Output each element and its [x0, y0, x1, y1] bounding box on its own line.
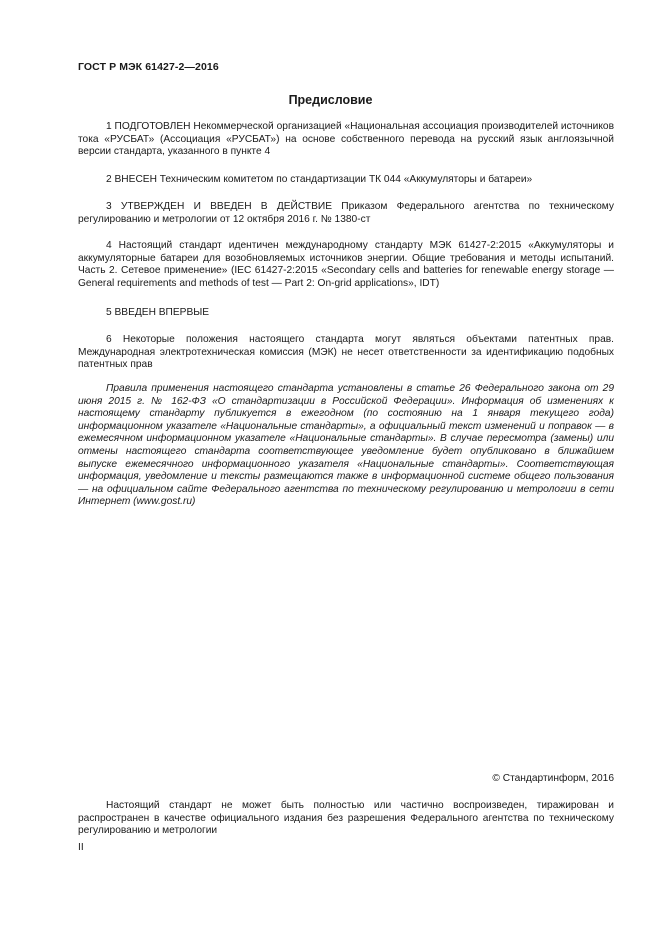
page-number: II: [78, 842, 84, 853]
paragraph-4: 4 Настоящий стандарт идентичен международному стандарту МЭК 61427-2:2015 «Аккумуляторы и аккумуляторные батареи для возобновляемых источников энергии. Общие требования и методы испытаний. Часть 2. Сетевое применение» (IEC 61427-2:2015 «Secondary cells and batteries for renewable energy storage — General requirements and methods of test — Part 2: On-grid applications», IDT): [78, 240, 614, 289]
copyright-line: © Стандартинформ, 2016: [492, 773, 614, 784]
document-code-header: ГОСТ Р МЭК 61427-2—2016: [78, 61, 219, 73]
application-rules-notice: Правила применения настоящего стандарта установлены в статье 26 Федерального закона от 29 июня 2015 г. № 162-ФЗ «О стандартизации в Российской Федерации». Информация об изменениях к настоящему стандарту публикуется в ежегодном (по состоянию на 1 января текущего года) информационном указателе «Национальные стандарты», а официальный текст изменений и поправок — в ежемесячном информационном указателе «Национальные стандарты». В случае пересмотра (замены) или отмены настоящего стандарта соответствующее уведомление будет опубликовано в ближайшем выпуске ежемесячного информационного указателя «Национальные стандарты». Соответствующая информация, уведомление и тексты размещаются также в информационной системе общего пользования — на официальном сайте Федерального агентства по техническому регулированию и метрологии в сети Интернет (www.gost.ru): [78, 383, 614, 508]
paragraph-6: 6 Некоторые положения настоящего стандарта могут являться объектами патентных прав. Международная электротехническая комиссия (МЭК) не несет ответственности за идентификацию подобных патентных прав: [78, 334, 614, 371]
section-title: Предисловие: [288, 93, 373, 107]
paragraph-3: 3 УТВЕРЖДЕН И ВВЕДЕН В ДЕЙСТВИЕ Приказом Федерального агентства по техническому регулированию и метрологии от 12 октября 2016 г. № 1380-ст: [78, 201, 614, 225]
reproduction-notice: Настоящий стандарт не может быть полностью или частично воспроизведен, тиражирован и распространен в качестве официального издания без разрешения Федерального агентства по техническому регулированию и метрологии: [78, 800, 614, 837]
paragraph-2: 2 ВНЕСЕН Техническим комитетом по стандартизации ТК 044 «Аккумуляторы и батареи»: [106, 174, 533, 185]
paragraph-5: 5 ВВЕДЕН ВПЕРВЫЕ: [106, 307, 210, 318]
paragraph-1: 1 ПОДГОТОВЛЕН Некоммерческой организацией «Национальная ассоциация производителей источников тока «РУСБАТ» (Ассоциация «РУСБАТ») на основе собственного перевода на русский язык англоязычной версии стандарта, указанного в пункте 4: [78, 121, 614, 158]
